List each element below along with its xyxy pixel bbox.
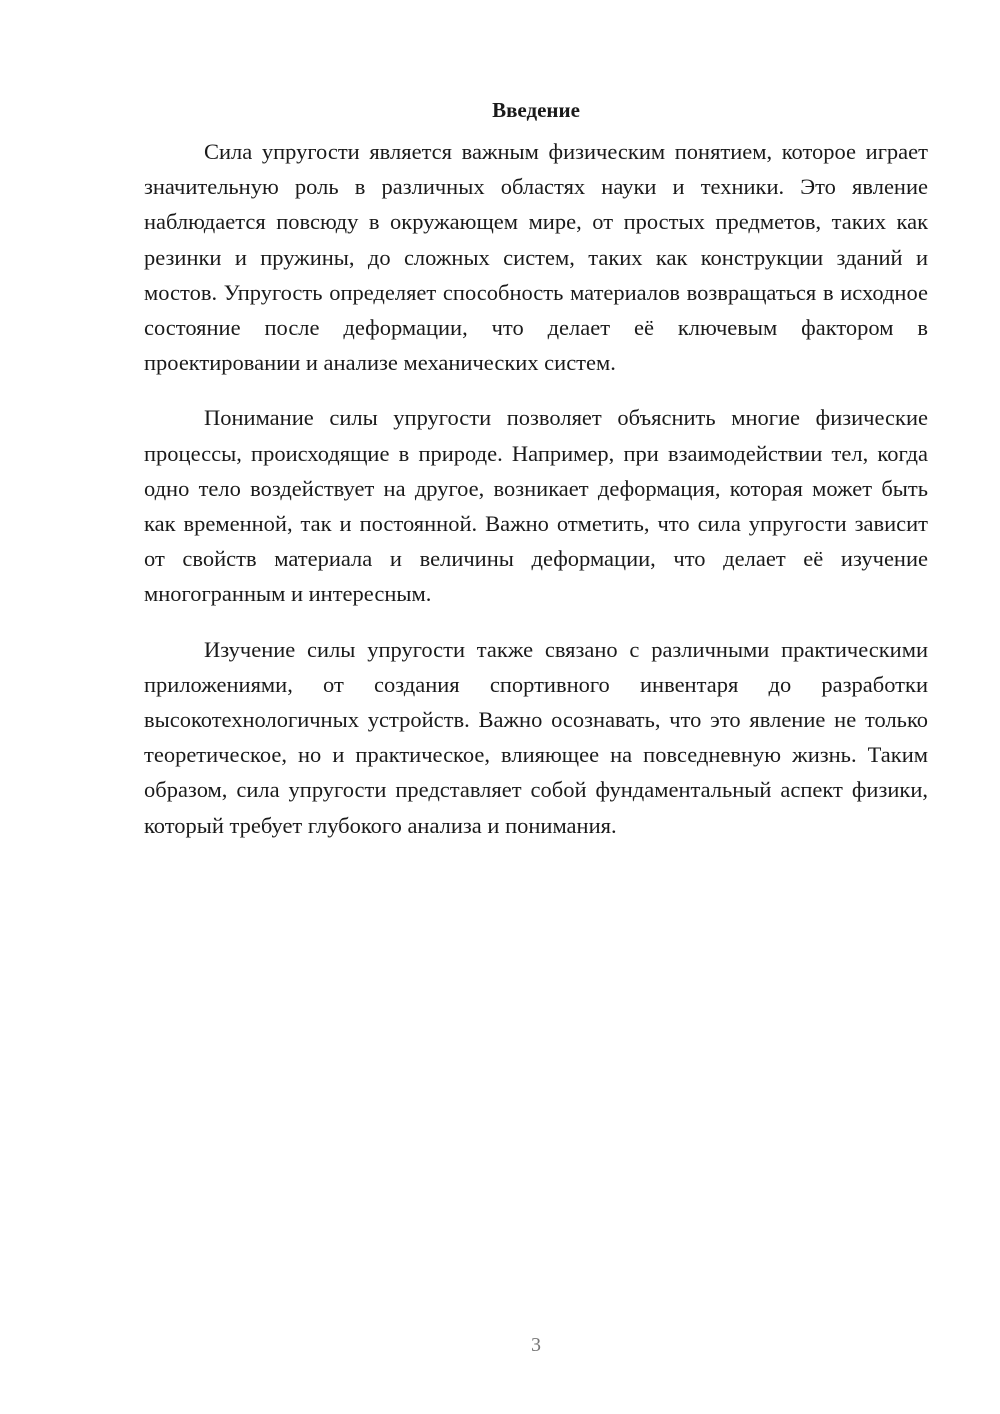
page-number: 3 [531,1334,541,1356]
paragraph-2: Понимание силы упругости позволяет объяснить многие физические процессы, происходящие в природе. Например, при взаимодействии тел, когда одно тело воздействует на другое, возникает деформация, которая может быть как временной, так и постоянной. Важно отметить, что сила упругости зависит от свойств материала и величины деформации, что делает её изучение многогранным и интересным. [144,405,928,607]
page-content [144,96,928,863]
section-heading: Введение [492,98,580,122]
paragraph-3: Изучение силы упругости также связано с различными практическими приложениями, от создания спортивного инвентаря до разработки высокотехнологичных устройств. Важно осознавать, что это явление не только теоретическое, но и практическое, влияющее на повседневную жизнь. Таким образом, сила упругости представляет собой фундаментальный аспект физики, который требует глубокого анализа и понимания. [144,636,928,838]
paragraph-1: Сила упругости является важным физическим понятием, которое играет значительную роль в различных областях науки и техники. Это явление наблюдается повсюду в окружающем мире, от простых предметов, таких как резинки и пружины, до сложных систем, таких как конструкции зданий и мостов. Упругость определяет способность материалов возвращаться в исходное состояние после деформации, что делает её ключевым фактором в проектировании и анализе механических систем. [144,139,928,376]
